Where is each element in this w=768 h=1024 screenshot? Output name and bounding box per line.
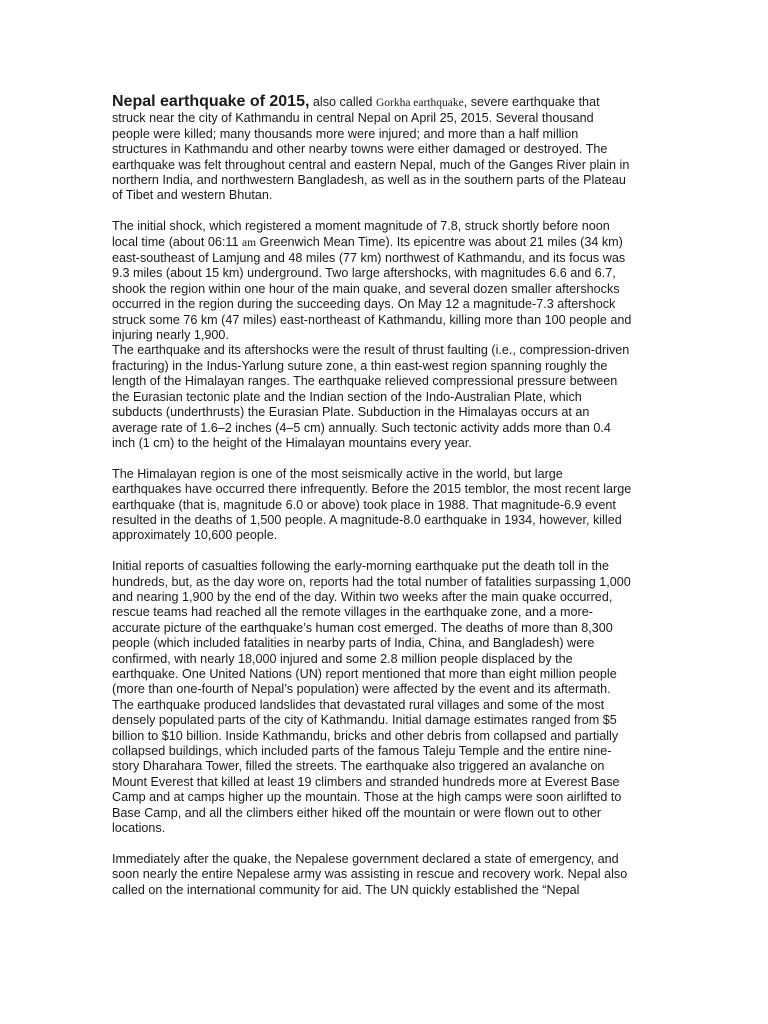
article-title: Nepal earthquake of 2015, bbox=[112, 93, 310, 110]
paragraph-response: Immediately after the quake, the Nepalese government declared a state of emergency, and soon nearly the entire Nepalese army was assisting in rescue and recovery work. Nepal also called on the international community for aid. The UN quickly established the “Nepal bbox=[112, 851, 628, 897]
paragraph-spacer bbox=[112, 204, 632, 219]
alternate-name: Gorkha earthquake bbox=[375, 97, 464, 109]
paragraph-seismic-history: The Himalayan region is one of the most seismically active in the world, but large earthquakes have occurred there infrequently. Before the 2015 temblor, the most recent large earthquake (that is, magnitude 6.0 or above) took place in 1988. That magnitude-6.9 event resulted in the deaths of 1,500 people. A magnitude-8.0 earthquake in 1934, however, killed approximately 10,600 people. bbox=[112, 466, 632, 543]
initial-shock-text-b: Greenwich Mean Time). Its epicentre was about 21 miles (34 km) east-southeast of Lamjung and 48 miles (77 km) northwest of Kathmandu, and its focus was 9.3 miles (about 15 km) underground. Two large aftershocks, with magnitudes 6.6 and 6.7, shook the region within one hour of the main quake, and several dozen smaller aftershocks occurred in the region during the succeeding days. On May 12 a magnitude-7.3 aftershock struck some 76 km (47 miles) east-northeast of Kathmandu, killing more than 100 people and injuring nearly 1,900. bbox=[112, 234, 632, 343]
paragraph-spacer bbox=[112, 544, 632, 559]
paragraph-initial-shock bbox=[112, 219, 632, 343]
paragraph-intro bbox=[112, 94, 632, 204]
document-page bbox=[112, 94, 632, 898]
initial-shock-text-a: The initial shock, which registered a moment magnitude of 7.8, struck shortly before noon local time (about 06:11 bbox=[112, 219, 610, 249]
paragraph-tectonics: The earthquake and its aftershocks were the result of thrust faulting (i.e., compression-driven fracturing) in the Indus-Yarlung suture zone, a thin east-west region spanning roughly the length of the Himalayan ranges. The earthquake relieved compressional pressure between the Eurasian tectonic plate and the Indian section of the Indo-Australian Plate, which subducts (underthrusts) the Eurasian Plate. Subduction in the Himalayas occurs at an average rate of 1.6–2 inches (4–5 cm) annually. Such tectonic activity adds more than 0.4 inch (1 cm) to the height of the Himalayan mountains every year. bbox=[112, 343, 630, 450]
intro-lead-text: also called bbox=[309, 95, 376, 109]
paragraph-casualties: Initial reports of casualties following the early-morning earthquake put the death toll in the hundreds, but, as the day wore on, reports had the total number of fatalities surpassing 1,000 and nearing 1,900 by the end of the day. Within two weeks after the main quake occurred, rescue teams had reached all the remote villages in the earthquake zone, and a more-accurate picture of the earthquake’s human cost emerged. The deaths of more than 8,300 people (which included fatalities in nearby parts of India, China, and Bangladesh) were confirmed, with nearly 18,000 injured and some 2.8 million people displaced by the earthquake. One United Nations (UN) report mentioned that more than eight million people (more than one-fourth of Nepal’s population) were affected by the event and its aftermath. The earthquake produced landslides that devastated rural villages and some of the most densely populated parts of the city of Kathmandu. Initial damage estimates ranged from $5 billion to $10 billion. Inside Kathmandu, bricks and other debris from collapsed and partially collapsed buildings, which included parts of the famous Taleju Temple and the entire nine-story Dharahara Tower, filled the streets. The earthquake also triggered an avalanche on Mount Everest that killed at least 19 climbers and stranded hundreds more at Everest Base Camp and at camps higher up the mountain. Those at the high camps were soon airlifted to Base Camp, and all the climbers either hiked off the mountain or were flown out to other locations. bbox=[112, 559, 631, 836]
intro-body-text: , severe earthquake that struck near the city of Kathmandu in central Nepal on April 25, 2015. Several thousand people were killed; many thousands more were injured; and more than a half million structures in Kathmandu and other nearby towns were either damaged or destroyed. The earthquake was felt throughout central and eastern Nepal, much of the Ganges River plain in northern India, and northwestern Bangladesh, as well as in the southern parts of the Plateau of Tibet and western Bhutan. bbox=[112, 95, 630, 203]
paragraph-spacer bbox=[112, 836, 632, 851]
am-label: am bbox=[241, 236, 257, 249]
paragraph-spacer bbox=[112, 451, 632, 466]
